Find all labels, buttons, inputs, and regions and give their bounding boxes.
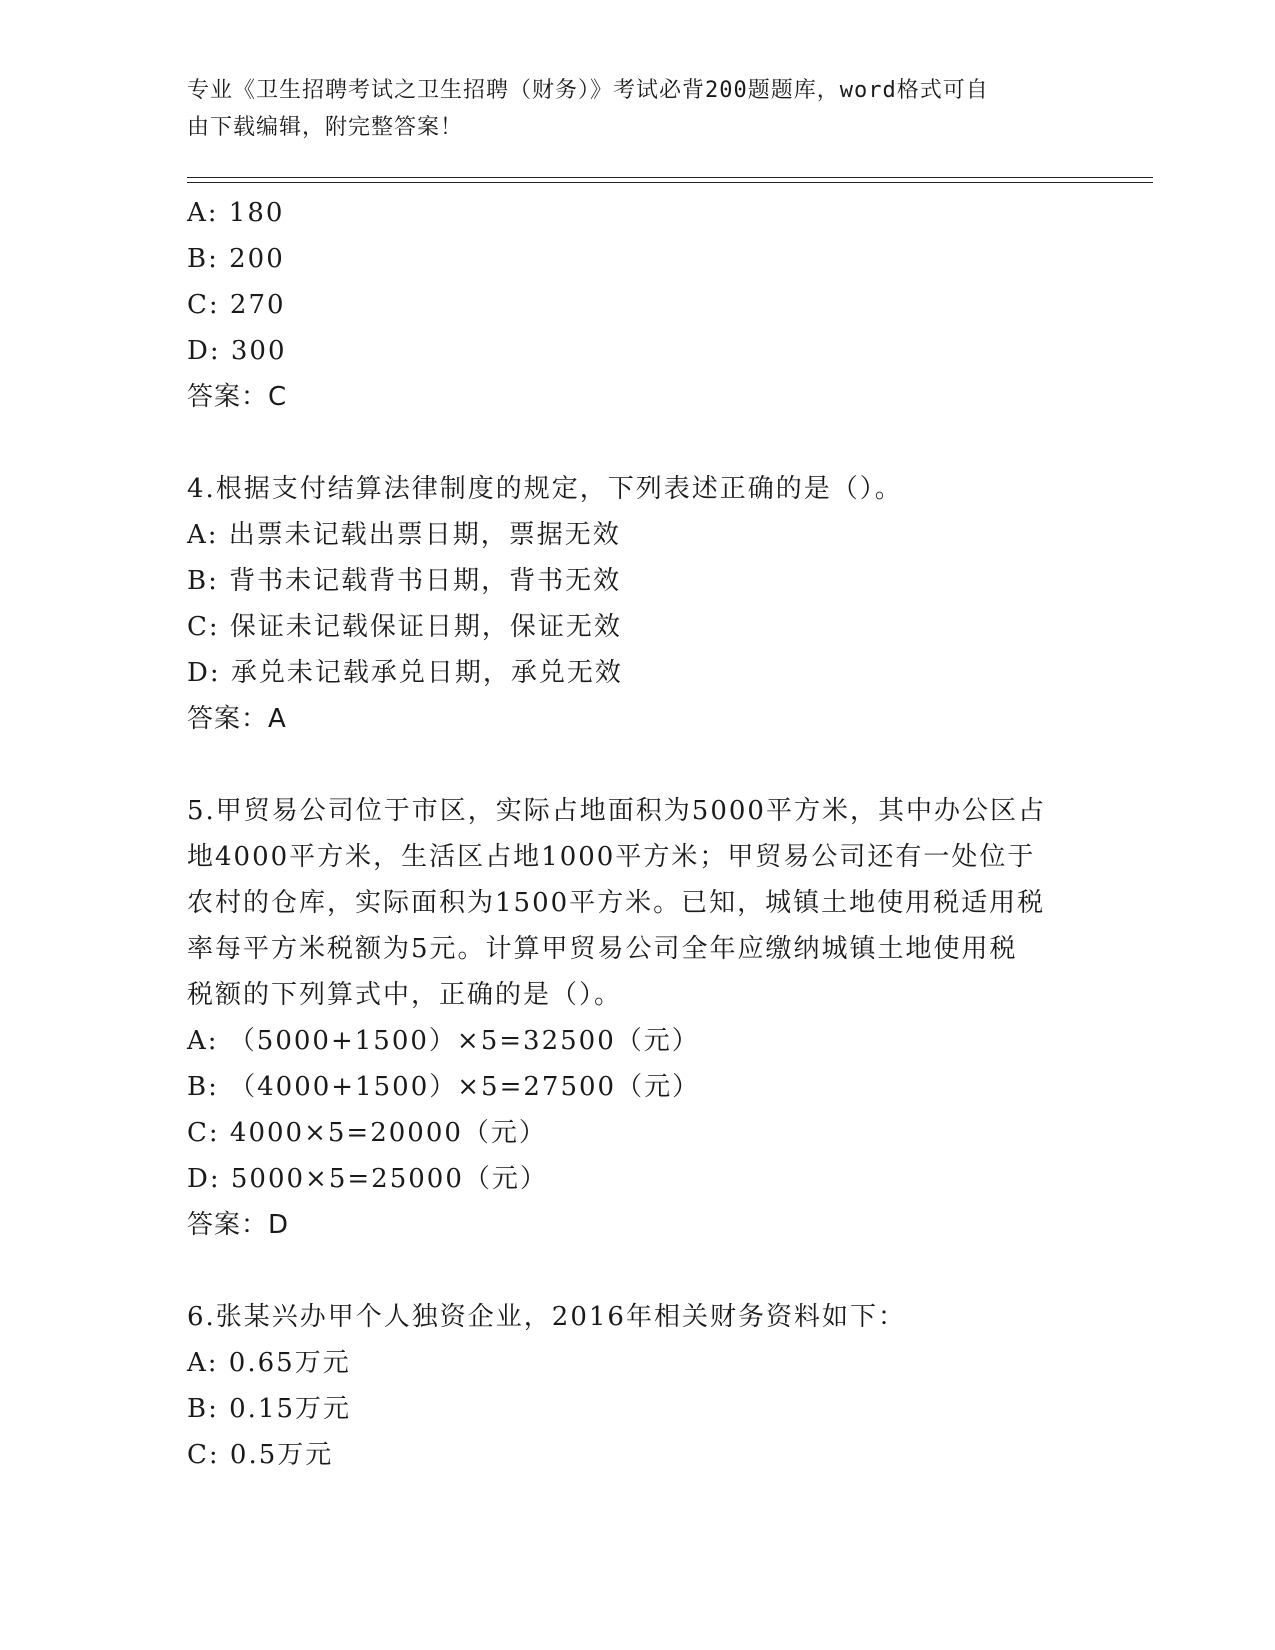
option-c: C: 0.5万元 xyxy=(187,1440,334,1470)
option-b: B: （4000+1500）×5=27500（元） xyxy=(187,1072,701,1102)
question-stem: 4.根据支付结算法律制度的规定，下列表述正确的是（）。 xyxy=(187,474,903,504)
option-a: A: 180 xyxy=(187,198,285,228)
question-stem-line: 农村的仓库，实际面积为1500平方米。已知，城镇土地使用税适用税 xyxy=(187,888,1046,918)
header-line-2: 由下载编辑，附完整答案！ xyxy=(187,115,464,140)
question-stem-line: 5.甲贸易公司位于市区，实际占地面积为5000平方米，其中办公区占 xyxy=(187,796,1046,826)
question-4 xyxy=(187,466,1067,742)
question-stem-line: 地4000平方米，生活区占地1000平方米；甲贸易公司还有一处位于 xyxy=(187,842,1036,872)
answer-label: 答案：A xyxy=(187,704,287,734)
option-b: B: 背书未记载背书日期，背书无效 xyxy=(187,566,622,596)
option-a: A: 出票未记载出票日期，票据无效 xyxy=(187,520,621,550)
spacer xyxy=(187,742,1067,788)
option-b: B: 200 xyxy=(187,244,285,274)
question-5 xyxy=(187,788,1067,1248)
question-stem-line: 率每平方米税额为5元。计算甲贸易公司全年应缴纳城镇土地使用税 xyxy=(187,934,1018,964)
answer-label: 答案：C xyxy=(187,382,288,412)
spacer xyxy=(187,1248,1067,1294)
option-b: B: 0.15万元 xyxy=(187,1394,352,1424)
document-header xyxy=(187,72,1067,146)
option-d: D: 5000×5=25000（元） xyxy=(187,1164,548,1194)
option-a: A: 0.65万元 xyxy=(187,1348,351,1378)
question-stem-line: 税额的下列算式中，正确的是（）。 xyxy=(187,980,623,1010)
answer-label: 答案：D xyxy=(187,1210,290,1240)
option-d: D: 300 xyxy=(187,336,287,366)
header-line-1: 专业《卫生招聘考试之卫生招聘（财务）》考试必背200题题库，word格式可自 xyxy=(187,78,989,103)
option-c: C: 4000×5=20000（元） xyxy=(187,1118,547,1148)
option-c: C: 270 xyxy=(187,290,286,320)
option-d: D: 承兑未记载承兑日期，承兑无效 xyxy=(187,658,623,688)
question-3 xyxy=(187,190,1067,420)
spacer xyxy=(187,420,1067,466)
question-list xyxy=(187,190,1067,1478)
question-6 xyxy=(187,1294,1067,1478)
header-rule-bottom xyxy=(187,182,1153,183)
option-a: A: （5000+1500）×5=32500（元） xyxy=(187,1026,700,1056)
header-rule-top xyxy=(187,177,1153,178)
question-stem: 6.张某兴办甲个人独资企业，2016年相关财务资料如下： xyxy=(187,1302,906,1332)
option-c: C: 保证未记载保证日期，保证无效 xyxy=(187,612,622,642)
